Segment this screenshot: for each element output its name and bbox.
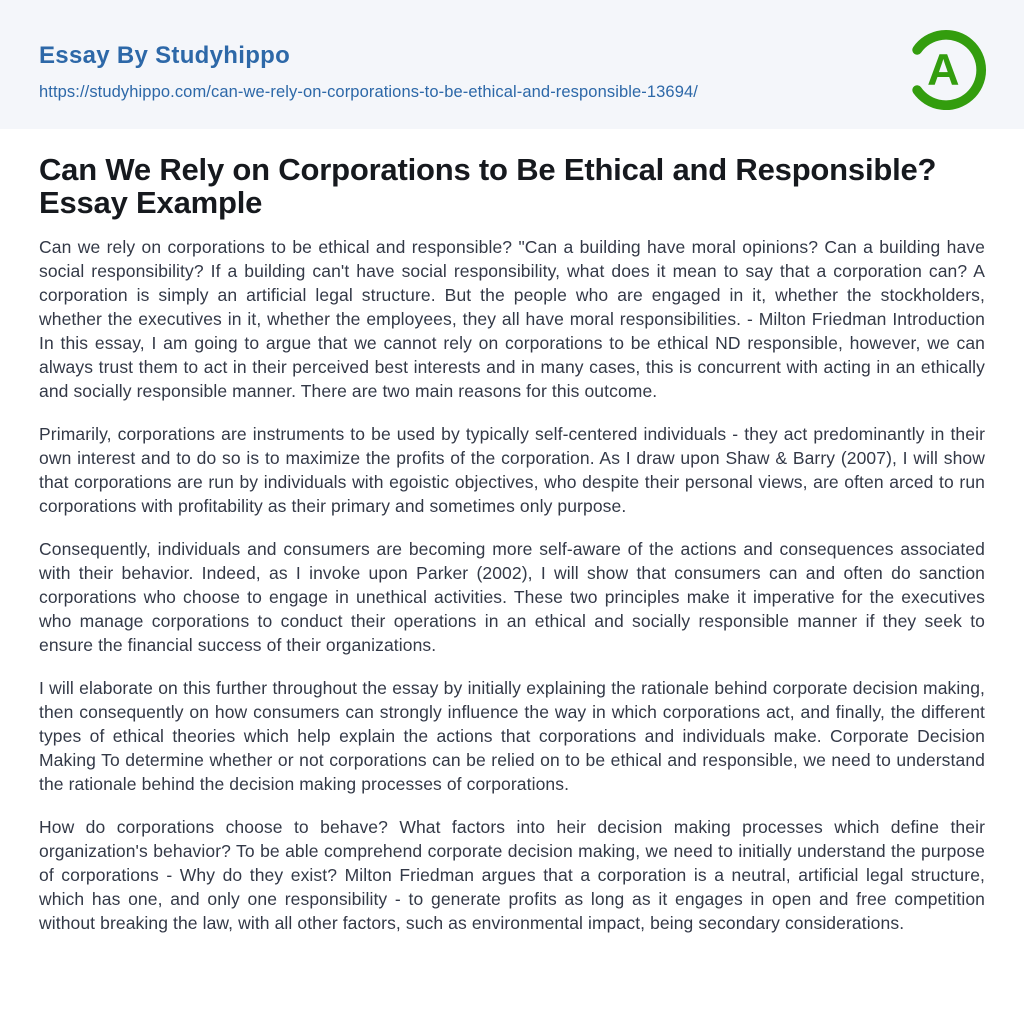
essay-paragraph-1: Can we rely on corporations to be ethical and responsible? "Can a building have moral opinions? Can a building have social responsibility? If a building can't have social responsibility, what does it mean to say that a corporation can? A corporation is simply an artificial legal structure. But the people who are engaged in it, whether the stockholders, whether the executives in it, whether the employees, they all have moral responsibilities. - Milton Friedman Introduction In this essay, I am going to argue that we cannot rely on corporations to be ethical ND responsible, however, we can always trust them to act in their perceived best interests and in many cases, this is concurrent with acting in an ethically and socially responsible manner. There are two main reasons for this outcome. xyxy=(39,237,985,401)
studyhippo-logo xyxy=(902,26,990,114)
essay-url-link[interactable]: https://studyhippo.com/can-we-rely-on-corporations-to-be-ethical-and-responsible-13694/ xyxy=(39,82,698,101)
essay-title: Can We Rely on Corporations to Be Ethical and Responsible? Essay Example xyxy=(39,152,937,220)
header-text-block xyxy=(39,42,698,102)
page-header xyxy=(0,0,1024,129)
essay-paragraph-2: Primarily, corporations are instruments to be used by typically self-centered individuals - they act predominantly in their own interest and to do so is to maximize the profits of the corporation. As I draw upon Shaw & Barry (2007), I will show that corporations are run by individuals with egoistic objectives, who despite their personal views, are often arced to run corporations with profitability as their primary and sometimes only purpose. xyxy=(39,424,985,516)
site-title: Essay By Studyhippo xyxy=(39,42,291,69)
essay-paragraph-5: How do corporations choose to behave? What factors into heir decision making processes which define their organization's behavior? To be able comprehend corporate decision making, we need to initially understand the purpose of corporations - Why do they exist? Milton Friedman argues that a corporation is a neutral, artificial legal structure, which has one, and only one responsibility - to generate profits as long as it engages in open and free competition without breaking the law, with all other factors, such as environmental impact, being secondary considerations. xyxy=(39,817,985,933)
essay-paragraph-4: I will elaborate on this further throughout the essay by initially explaining the rationale behind corporate decision making, then consequently on how consumers can strongly influence the way in which corporations act, and finally, the different types of ethical theories which help explain the actions that corporations and individuals make. Corporate Decision Making To determine whether or not corporations can be relied on to be ethical and responsible, we need to understand the rationale behind the decision making processes of corporations. xyxy=(39,678,985,794)
studyhippo-logo-icon xyxy=(902,26,990,114)
essay-content xyxy=(0,129,1024,935)
logo-letter: A xyxy=(927,43,960,95)
essay-paragraph-3: Consequently, individuals and consumers are becoming more self-aware of the actions and consequences associated with their behavior. Indeed, as I invoke upon Parker (2002), I will show that consumers can and often do sanction corporations who choose to engage in unethical activities. These two principles make it imperative for the executives who manage corporations to conduct their operations in an ethical and socially responsible manner if they seek to ensure the financial success of their organizations. xyxy=(39,539,985,655)
